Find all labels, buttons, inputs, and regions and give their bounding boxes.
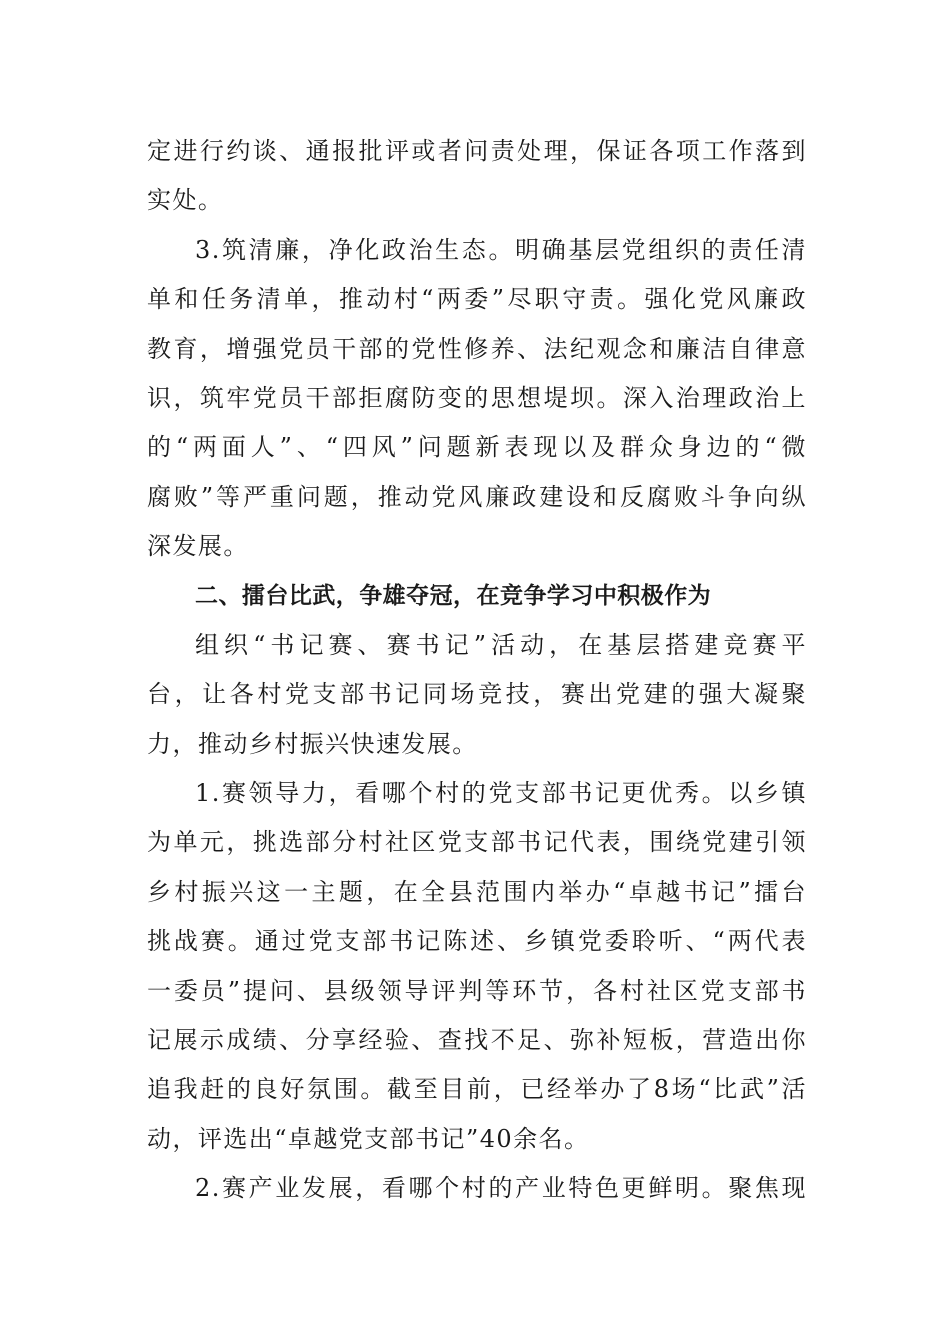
paragraph-4-line-5: 一委员”提问、县级领导评判等环节，各村社区党支部书	[147, 976, 807, 1005]
paragraph-2-line-6: 腐败”等严重问题，推动党风廉政建设和反腐败斗争向纵	[147, 482, 807, 511]
paragraph-1-line-1: 定进行约谈、通报批评或者问责处理，保证各项工作落到	[147, 137, 807, 165]
document-body	[147, 127, 807, 1214]
paragraph-4-line-2: 为单元，挑选部分村社区党支部书记代表，围绕党建引领	[147, 828, 807, 857]
paragraph-4-line-8: 动，评选出“卓越党支部书记”40余名。	[147, 1124, 590, 1153]
paragraph-3-line-1: 组织“书记赛、赛书记”活动，在基层搭建竞赛平	[195, 630, 807, 659]
paragraph-3-line-2: 台，让各村党支部书记同场竞技，赛出党建的强大凝聚	[147, 680, 807, 709]
paragraph-2-line-3: 教育，增强党员干部的党性修养、法纪观念和廉洁自律意	[147, 334, 807, 363]
paragraph-2-line-7: 深发展。	[147, 532, 249, 561]
section-heading: 二、擂台比武，争雄夺冠，在竞争学习中积极作为	[195, 582, 712, 609]
paragraph-5-line-1: 2.赛产业发展，看哪个村的产业特色更鲜明。聚焦现	[195, 1174, 807, 1203]
paragraph-2-line-4: 识，筑牢党员干部拒腐防变的思想堤坝。深入治理政治上	[147, 383, 807, 412]
paragraph-2-line-5: 的“两面人”、“四风”问题新表现以及群众身边的“微	[147, 433, 807, 462]
paragraph-4-line-6: 记展示成绩、分享经验、查找不足、弥补短板，营造出你	[147, 1026, 807, 1055]
paragraph-4-line-4: 挑战赛。通过党支部书记陈述、乡镇党委聆听、“两代表	[147, 927, 807, 956]
paragraph-1-line-2: 实处。	[147, 186, 224, 215]
paragraph-4-line-1: 1.赛领导力，看哪个村的党支部书记更优秀。以乡镇	[195, 779, 807, 808]
paragraph-3-line-3: 力，推动乡村振兴快速发展。	[147, 729, 478, 758]
paragraph-2-line-2: 单和任务清单，推动村“两委”尽职守责。强化党风廉政	[147, 285, 807, 314]
paragraph-4-line-7: 追我赶的良好氛围。截至目前，已经举办了8场“比武”活	[147, 1075, 807, 1104]
paragraph-2-line-1: 3.筑清廉，净化政治生态。明确基层党组织的责任清	[195, 235, 807, 264]
paragraph-4-line-3: 乡村振兴这一主题，在全县范围内举办“卓越书记”擂台	[147, 877, 807, 906]
